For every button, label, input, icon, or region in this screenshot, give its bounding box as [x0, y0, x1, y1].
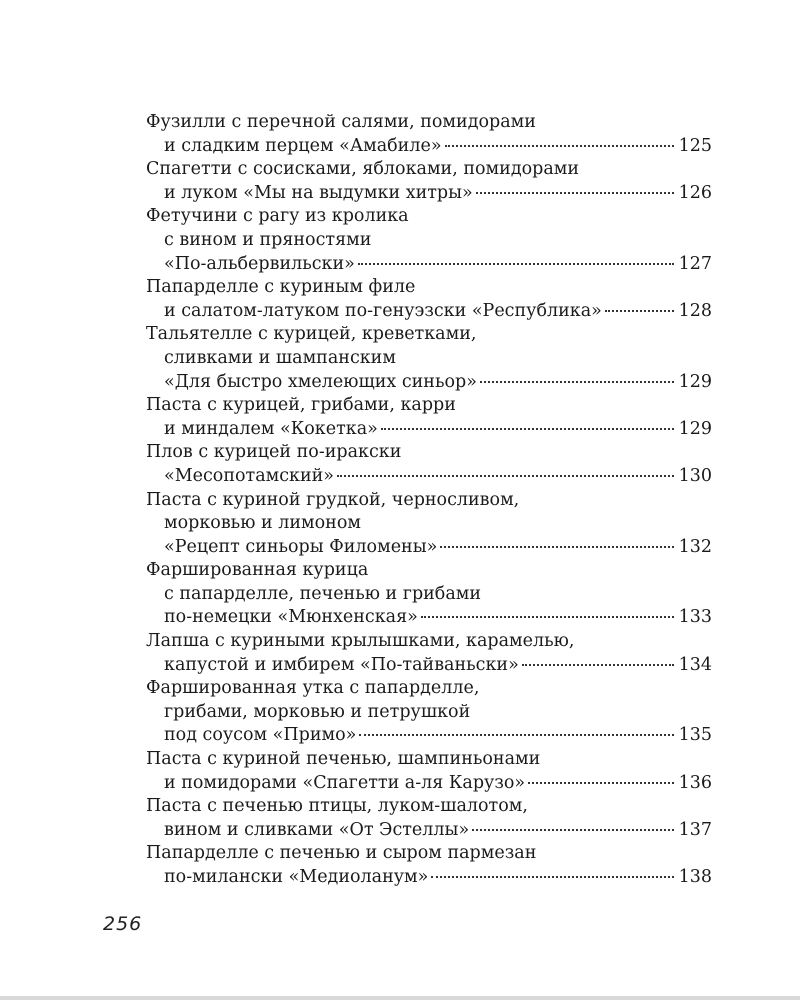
toc-entry-line: морковью и лимоном — [164, 513, 361, 534]
toc-entry-line: Паста с куриной грудкой, черносливом, — [146, 489, 520, 510]
toc-entry-title: вином и сливками «От Эстеллы» — [164, 819, 470, 840]
toc-entry-line: Лапша с куриными крылышками, карамелью, — [146, 631, 575, 652]
toc-entry-title: под соусом «Примо» — [164, 725, 357, 746]
dot-leader — [476, 192, 674, 194]
toc-page-number: 127 — [678, 253, 712, 274]
dot-leader — [440, 546, 674, 548]
toc-entry — [146, 394, 712, 441]
dot-leader — [358, 263, 674, 265]
toc-entry-line: Фетучини с рагу из кролика — [146, 206, 409, 227]
toc-entry-title: «Рецепт синьоры Филомены» — [164, 536, 438, 557]
toc-entry — [146, 441, 712, 488]
toc-entry — [146, 630, 712, 677]
toc-entry-last-line — [146, 724, 712, 748]
toc-entry-title: капустой и имбирем «По-тайваньски» — [164, 654, 519, 675]
toc-entry — [146, 205, 712, 276]
toc-entry-title: «Для быстро хмелеющих синьор» — [164, 371, 477, 392]
dot-leader — [445, 145, 674, 147]
toc-entry-last-line — [146, 536, 712, 560]
toc-entry-line: Паста с куриной печенью, шампиньонами — [146, 749, 541, 770]
toc-entry-last-line — [146, 866, 712, 890]
toc-page-number: 129 — [678, 418, 712, 439]
dot-leader — [381, 428, 674, 430]
toc-entry-title: и помидорами «Спагетти а-ля Карузо» — [164, 772, 526, 793]
toc-entry-last-line — [146, 182, 712, 206]
toc-entry — [146, 158, 712, 205]
toc-entry-last-line — [146, 135, 712, 159]
toc-entry-line: Папарделле с печенью и сыром пармезан — [146, 843, 537, 864]
toc-entry-line: сливками и шампанским — [164, 347, 396, 368]
toc-entry-line: Тальятелле с курицей, креветками, — [146, 324, 477, 345]
toc-entry-line: Фаршированная утка с папарделле, — [146, 678, 480, 699]
dot-leader — [431, 876, 674, 878]
toc-entry — [146, 276, 712, 323]
toc-entry-title: и сладким перцем «Амабиле» — [164, 135, 442, 156]
toc-entry — [146, 323, 712, 394]
toc-entry-line: Паста с печенью птицы, луком-шалотом, — [146, 796, 528, 817]
toc-page-number: 138 — [678, 867, 712, 887]
toc-page-number: 128 — [678, 300, 712, 321]
toc-page-number: 125 — [678, 135, 712, 156]
page-number: 256 — [103, 913, 143, 935]
toc-entry-title: и луком «Мы на выдумки хитры» — [164, 182, 473, 203]
toc-entry-line: Спагетти с сосисками, яблоками, помидорами — [146, 159, 580, 180]
dot-leader — [421, 616, 674, 618]
toc-entry-line: Фузилли с перечной салями, помидорами — [146, 112, 536, 132]
toc-entry-line: Папарделле с куриным филе — [146, 277, 416, 298]
toc-page-number: 126 — [678, 182, 712, 203]
toc-entry — [146, 795, 712, 842]
toc-entry-last-line — [146, 654, 712, 678]
toc-entry — [146, 489, 712, 560]
dot-leader — [472, 829, 674, 831]
toc-entry — [146, 748, 712, 795]
toc-page-number: 130 — [678, 465, 712, 486]
toc-entry — [146, 677, 712, 748]
toc-entry — [146, 842, 712, 889]
page-bottom-edge — [0, 996, 800, 1000]
dot-leader — [480, 381, 674, 383]
dot-leader — [528, 782, 674, 784]
toc-entry-last-line — [146, 819, 712, 843]
toc-entry-last-line — [146, 772, 712, 796]
toc-page-number: 137 — [678, 819, 712, 840]
toc-entry-title: по-милански «Медиоланум» — [164, 867, 429, 887]
toc-entry-last-line — [146, 300, 712, 324]
toc-entry-last-line — [146, 371, 712, 395]
toc-entry-line: грибами, морковью и петрушкой — [164, 701, 471, 722]
toc-entry-title: и салатом-латуком по-генуэзски «Республика» — [164, 300, 602, 321]
toc-entry — [146, 111, 712, 158]
toc-entry-line: Паста с курицей, грибами, карри — [146, 395, 456, 416]
toc-entry-last-line — [146, 465, 712, 489]
toc-entry-line: Плов с курицей по-иракски — [146, 442, 402, 463]
toc-entry-last-line — [146, 606, 712, 630]
toc-entry-line: с вином и пряностями — [164, 229, 372, 250]
toc-entry — [146, 559, 712, 630]
toc-entry-title: и миндалем «Кокетка» — [164, 418, 378, 439]
toc-page-number: 132 — [678, 536, 712, 557]
dot-leader — [605, 310, 674, 312]
toc-entry-last-line — [146, 253, 712, 277]
toc-page-number: 129 — [678, 371, 712, 392]
toc-page-number: 136 — [678, 772, 712, 793]
toc-entry-title: «По-альбервильски» — [164, 253, 355, 274]
dot-leader — [337, 475, 674, 477]
table-of-contents — [146, 111, 712, 890]
toc-page-number: 133 — [678, 607, 712, 628]
toc-entry-title: по-немецки «Мюнхенская» — [164, 607, 418, 628]
toc-entry-last-line — [146, 418, 712, 442]
toc-entry-title: «Месопотамский» — [164, 465, 335, 486]
dot-leader — [522, 664, 674, 666]
toc-entry-line: Фаршированная курица — [146, 560, 369, 581]
dot-leader — [359, 734, 674, 736]
toc-entry-line: с папарделле, печенью и грибами — [164, 583, 482, 604]
toc-page-number: 135 — [678, 725, 712, 746]
toc-page-number: 134 — [678, 654, 712, 675]
